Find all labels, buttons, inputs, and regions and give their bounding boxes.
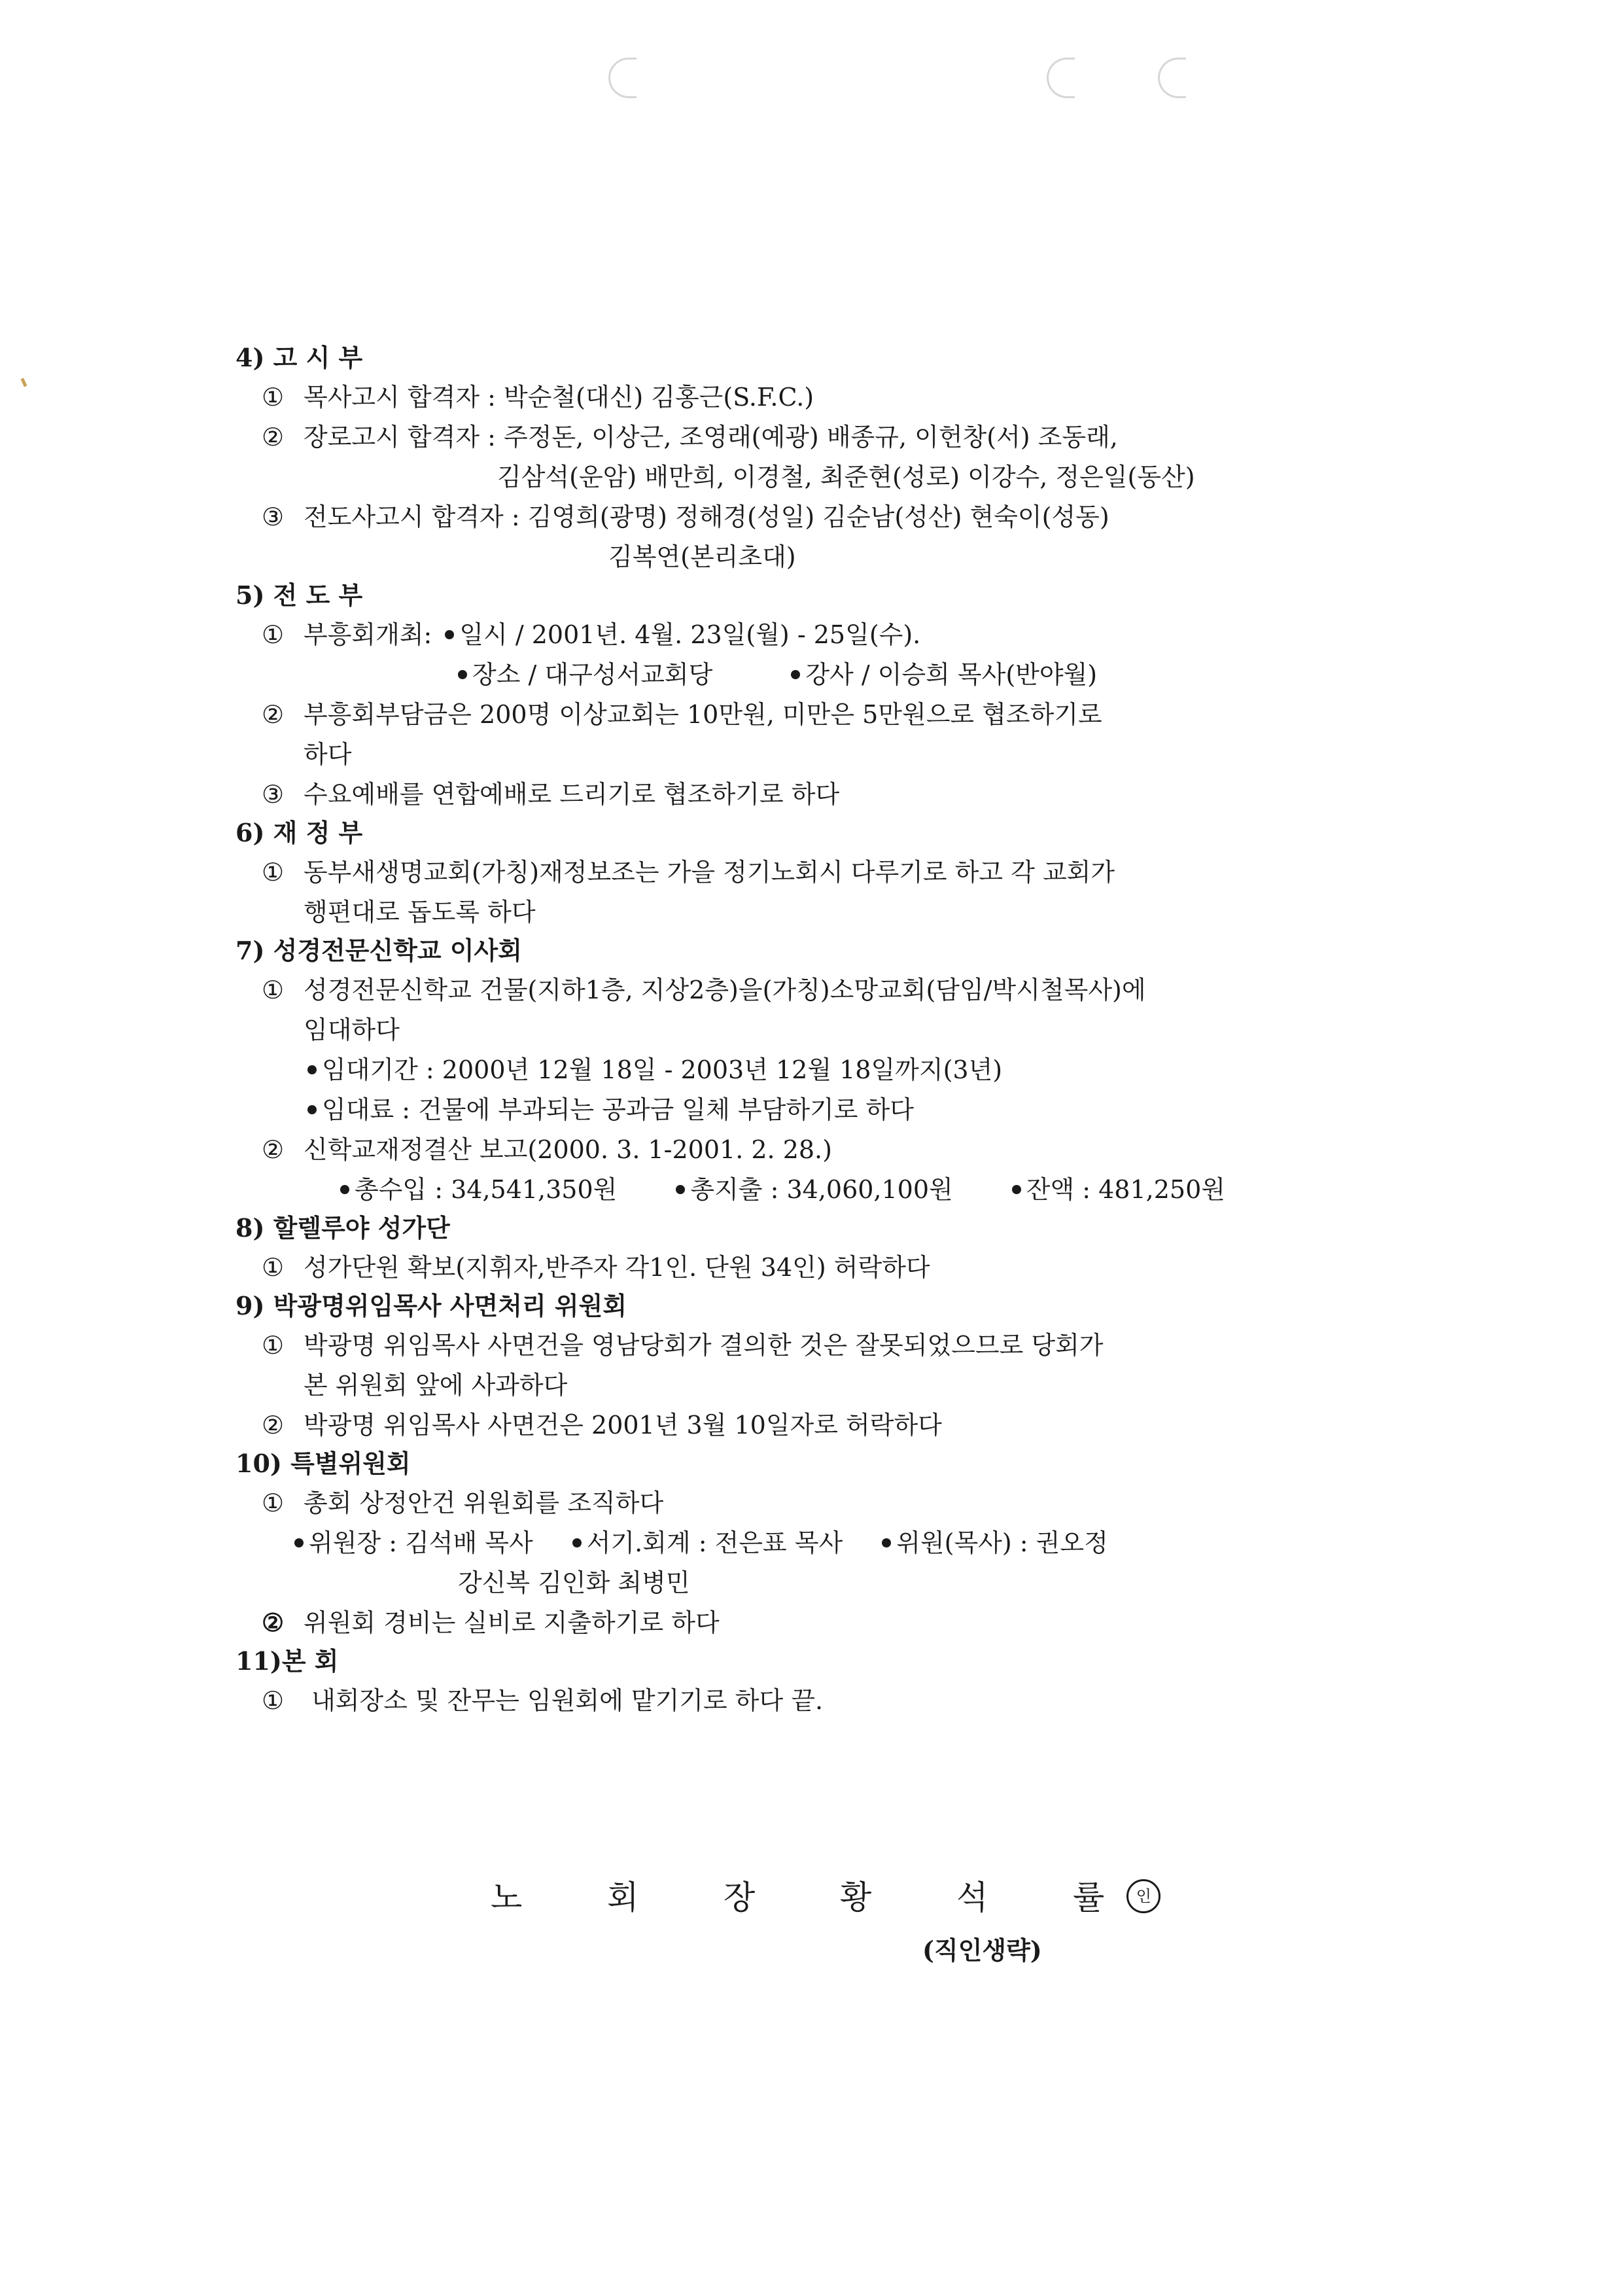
list-item-continuation: 강신복 김인화 최병민: [458, 1568, 690, 1597]
bullet-item: 위원장 : 김석배 목사 서기.회계 : 전은표 목사 위원(목사) : 권오정: [236, 1524, 1387, 1564]
bullet-icon: [882, 1538, 891, 1547]
list-item: ① 총회 상정안건 위원회를 조직하다: [262, 1489, 664, 1517]
list-item: ② 박광명 위임목사 사면건은 2001년 3월 10일자로 허락하다: [262, 1411, 942, 1439]
section-heading: 7) 성경전문신학교 이사회: [236, 936, 522, 965]
signature-line: [491, 1871, 1161, 1918]
bullet-icon: [1012, 1185, 1021, 1194]
signature-char: 장: [724, 1879, 756, 1916]
section-heading: 11)본 회: [236, 1646, 339, 1676]
list-item-continuation: 김복연(본리초대): [608, 542, 796, 571]
signature-char: 석: [956, 1879, 988, 1916]
list-item: ② 신학교재정결산 보고(2000. 3. 1-2001. 2. 28.): [262, 1135, 832, 1164]
list-item-continuation: 김삼석(운암) 배만희, 이경철, 최준현(성로) 이강수, 정은일(동산): [497, 463, 1195, 491]
list-item: ③ 전도사고시 합격자 : 김영희(광명) 정해경(성일) 김순남(성산) 현숙이(성동): [262, 503, 1109, 531]
bullet-icon: [458, 670, 467, 679]
bullet-icon: [445, 630, 454, 639]
list-item: ③ 수요예배를 연합예배로 드리기로 협조하기로 하다: [262, 780, 840, 809]
bullet-icon: [307, 1105, 317, 1114]
bullet-item: 임대료 : 건물에 부과되는 공과금 일체 부담하기로 하다: [236, 1091, 1387, 1131]
seal-omitted-note: (직인생략): [922, 1935, 1042, 1965]
bullet-icon: [791, 670, 800, 679]
document-body: [236, 340, 1387, 1722]
seal-mark: 인: [1126, 1879, 1161, 1913]
signature-char: 회: [607, 1879, 639, 1916]
section-heading: 10) 특별위원회: [236, 1449, 411, 1478]
list-item: ① 박광명 위임목사 사면건을 영남당회가 결의한 것은 잘못되었으므로 당회가: [262, 1331, 1104, 1360]
bullet-item: 임대기간 : 2000년 12월 18일 - 2003년 12월 18일까지(3년): [236, 1051, 1387, 1091]
bullet-icon: [294, 1538, 304, 1547]
bullet-icon: [307, 1065, 317, 1074]
list-item-continuation: 하다: [304, 740, 352, 769]
signature-char: 황: [840, 1879, 872, 1916]
punch-hole-mark: [1047, 58, 1075, 98]
list-item: ② 장로고시 합격자 : 주정돈, 이상근, 조영래(예광) 배종규, 이헌창(서) 조동래,: [262, 423, 1118, 451]
punch-hole-mark: [608, 58, 637, 98]
bullet-icon: [676, 1185, 685, 1194]
list-item: ② 부흥회부담금은 200명 이상교회는 10만원, 미만은 5만원으로 협조하기로: [262, 700, 1102, 729]
signature-char: 노: [491, 1879, 523, 1916]
bullet-item: 총수입 : 34,541,350원 총지출 : 34,060,100원 잔액 : 481,250원: [236, 1171, 1387, 1210]
bullet-icon: [340, 1185, 349, 1194]
list-item: ① 목사고시 합격자 : 박순철(대신) 김홍근(S.F.C.): [262, 383, 814, 412]
list-item-continuation: 장소 / 대구성서교회당 강사 / 이승희 목사(반야월): [236, 656, 1387, 696]
section-heading: 8) 할렐루야 성가단: [236, 1213, 450, 1243]
list-item-continuation: 임대하다: [304, 1016, 400, 1044]
list-item: ① 성가단원 확보(지휘자,반주자 각1인. 단원 34인) 허락하다: [262, 1253, 930, 1282]
section-heading: 4) 고 시 부: [236, 343, 363, 372]
list-item: ① 부흥회개최: 일시 / 2001년. 4월. 23일(월) - 25일(수).: [262, 620, 921, 649]
list-item-continuation: 행편대로 돕도록 하다: [304, 898, 536, 927]
list-item: ① 동부새생명교회(가칭)재정보조는 가을 정기노회시 다루기로 하고 각 교회가: [262, 858, 1115, 887]
list-item: ② 위원회 경비는 실비로 지출하기로 하다: [262, 1608, 720, 1637]
paper-speck: [20, 378, 27, 387]
signature-char: 률: [1073, 1879, 1105, 1916]
list-item-continuation: 본 위원회 앞에 사과하다: [304, 1371, 568, 1400]
bullet-icon: [572, 1538, 582, 1547]
punch-hole-mark: [1158, 58, 1186, 98]
section-heading: 5) 전 도 부: [236, 580, 363, 610]
list-item: ① 내회장소 및 잔무는 임원회에 맡기기로 하다 끝.: [262, 1686, 824, 1715]
list-item: ① 성경전문신학교 건물(지하1층, 지상2층)을(가칭)소망교회(담임/박시철목사)에: [262, 976, 1146, 1004]
section-heading: 6) 재 정 부: [236, 818, 363, 847]
section-heading: 9) 박광명위임목사 사면처리 위원회: [236, 1291, 627, 1320]
